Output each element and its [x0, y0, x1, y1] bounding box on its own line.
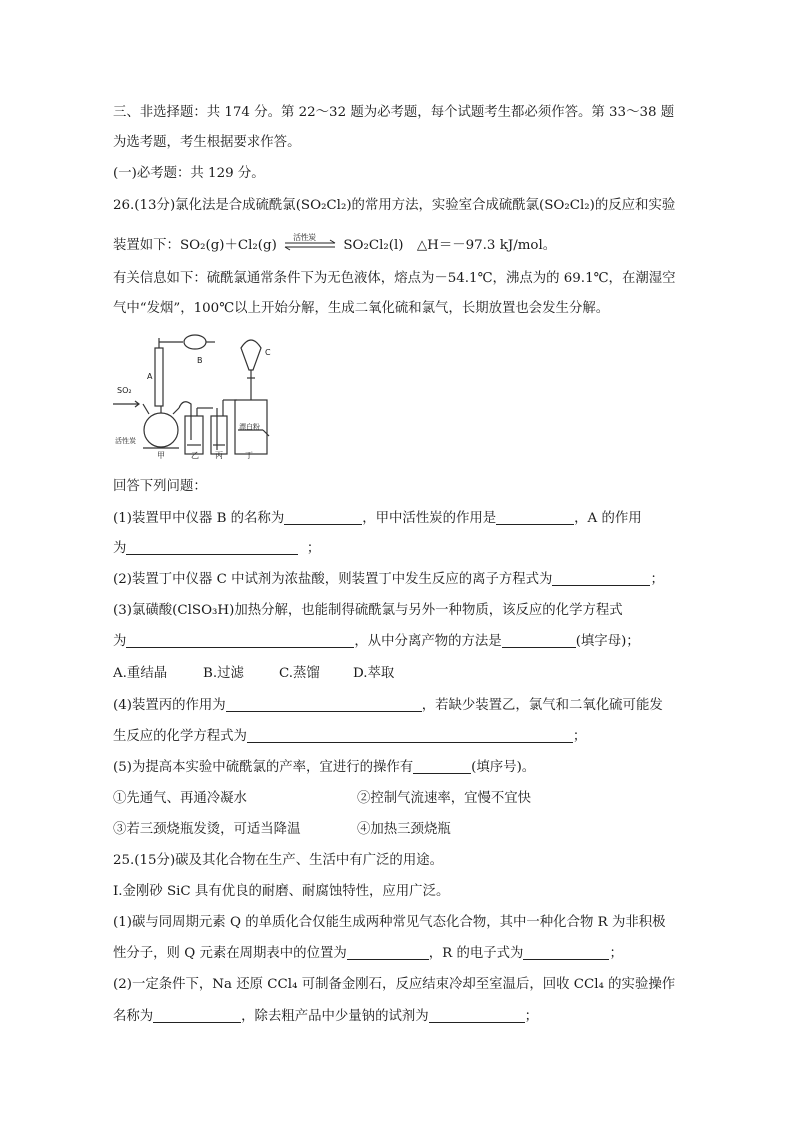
label-carbon: 活性炭	[115, 437, 136, 445]
label-bing: 丙	[215, 451, 223, 460]
apparatus-figure	[113, 330, 273, 460]
q25-part1: I.金刚砂 SiC 具有优良的耐磨、耐腐蚀特性，应用广泛。	[113, 884, 450, 899]
q26-options	[113, 665, 394, 683]
q25-p1-text-a: 性分子，则 Q 元素在周期表中的位置为	[113, 946, 347, 961]
q26-p2-text-a: (2)装置丁中仪器 C 中试剂为浓盐酸，则装置丁中发生反应的离子方程式为	[113, 572, 553, 587]
answer-blank[interactable]	[429, 1008, 525, 1023]
answer-blank[interactable]	[126, 540, 298, 555]
choice-3: ③若三颈烧瓶发烫，可适当降温	[113, 822, 301, 837]
label-so2: SO₂	[117, 386, 132, 395]
q26-intro-line2	[113, 235, 556, 255]
answer-blank[interactable]	[284, 510, 362, 525]
answer-blank[interactable]	[126, 633, 354, 648]
answer-blank[interactable]	[347, 945, 429, 960]
option-b: B.过滤	[203, 666, 244, 681]
q26-p5	[113, 759, 535, 777]
label-b: B	[197, 356, 203, 365]
q26-p2	[113, 571, 664, 589]
q25-p1-line2	[113, 945, 623, 963]
section-header-line1: 三、非选择题：共 174 分。第 22～32 题为必考题，每个试题考生都必须作答。第 33～38 题	[113, 105, 675, 120]
q26-info-line1: 有关信息如下：硫酰氯通常条件下为无色液体，熔点为－54.1℃，沸点为的 69.1℃，在潮湿空	[113, 271, 676, 286]
label-c: C	[265, 348, 271, 357]
q26-p1-text-c: ，A 的作用	[574, 511, 642, 526]
label-ding: 丁	[245, 451, 253, 460]
label-jia: 甲	[157, 451, 165, 460]
q26-p4-line1	[113, 697, 663, 715]
q26-p3-text-b: ，从中分离产物的方法是	[354, 634, 502, 649]
q26-p1-line1	[113, 510, 642, 528]
q26-reactants: 装置如下：SO₂(g)＋Cl₂(g)	[113, 238, 277, 253]
answer-blank[interactable]	[247, 728, 573, 743]
q25-p1-text-c: ；	[609, 946, 623, 961]
answer-blank[interactable]	[502, 633, 576, 648]
q26-products: SO₂Cl₂(l) △H＝－97.3 kJ/mol。	[343, 238, 557, 253]
q26-p3-line1: (3)氯磺酸(ClSO₃H)加热分解，也能制得硫酰氯与另外一种物质，该反应的化学方程式	[113, 603, 623, 618]
q26-p1-text-b: ，甲中活性炭的作用是	[362, 511, 497, 526]
choice-4: ④加热三颈烧瓶	[357, 822, 451, 837]
choice-1: ①先通气、再通冷凝水	[113, 791, 247, 806]
arrow-condition: 活性炭	[293, 233, 316, 242]
answer-blank[interactable]	[523, 945, 609, 960]
q26-p2-text-b: ；	[650, 572, 664, 587]
q26-p4-text-b: ，若缺少装置乙，氯气和二氧化硫可能发	[421, 698, 663, 713]
section-header-line2: 为选考题，考生根据要求作答。	[113, 135, 301, 150]
q26-p4-line2	[113, 728, 586, 746]
q26-info-line2: 气中“发烟”，100℃以上开始分解，生成二氧化硫和氯气，长期放置也会发生分解。	[113, 301, 610, 316]
q26-p4-text-a: (4)装置丙的作用为	[113, 698, 226, 713]
q25-intro: 25.(15分)碳及其化合物在生产、生活中有广泛的用途。	[113, 853, 443, 868]
q25-p2-text-b: ，除去粗产品中少量钠的试剂为	[241, 1009, 429, 1024]
label-a: A	[147, 372, 153, 381]
reversible-arrow-icon	[281, 235, 339, 253]
q26-p4-text-c: 生反应的化学方程式为	[113, 729, 247, 744]
q26-choices-row2	[113, 821, 451, 839]
q25-p1-text-b: ，R 的电子式为	[428, 946, 524, 961]
option-c: C.蒸馏	[279, 666, 320, 681]
label-yi: 乙	[191, 451, 199, 460]
answer-blank[interactable]	[226, 697, 422, 712]
q26-p5-text-b: (填序号)。	[471, 760, 536, 775]
q26-p5-text-a: (5)为提高本实验中硫酰氯的产率，宜进行的操作有	[113, 760, 414, 775]
option-d: D.萃取	[353, 666, 395, 681]
q25-p2-text-c: ；	[524, 1009, 539, 1024]
answer-blank[interactable]	[496, 510, 574, 525]
q26-choices-row1	[113, 790, 531, 808]
required-header: (一)必考题：共 129 分。	[113, 166, 265, 181]
q26-p4-text-d: ；	[572, 729, 587, 744]
q26-p1-text-e: ；	[306, 541, 321, 556]
choice-2: ②控制气流速率，宜慢不宜快	[357, 791, 532, 806]
answer-prompt: 回答下列问题：	[113, 479, 207, 494]
q26-p3-text-c: (填字母)；	[575, 634, 640, 649]
q26-p1-text-d: 为	[113, 541, 127, 556]
q26-p1-text-a: (1)装置甲中仪器 B 的名称为	[113, 511, 285, 526]
q25-p2-text-a: 名称为	[113, 1009, 154, 1024]
apparatus-drawing	[113, 330, 273, 460]
q26-p3-line2	[113, 633, 640, 651]
q25-p1-line1: (1)碳与同周期元素 Q 的单质化合仅能生成两种常见气态化合物，其中一种化合物 R 为非积极	[113, 915, 666, 930]
answer-blank[interactable]	[413, 759, 471, 774]
q25-p2-line1: (2)一定条件下，Na 还原 CCl₄ 可制备金刚石，反应结束冷却至室温后，回收 CCl₄ 的实验操作	[113, 977, 676, 992]
q25-p2-line2	[113, 1008, 538, 1026]
option-a: A.重结晶	[113, 666, 168, 681]
q26-p3-text-a: 为	[113, 634, 127, 649]
q26-intro-line1: 26.(13分)氯化法是合成硫酰氯(SO₂Cl₂)的常用方法，实验室合成硫酰氯(SO₂Cl₂)的反应和实验	[113, 198, 676, 213]
answer-blank[interactable]	[153, 1008, 241, 1023]
q26-p1-line2	[113, 540, 320, 558]
answer-blank[interactable]	[552, 571, 650, 586]
label-bleach: 漂白粉	[239, 423, 260, 431]
